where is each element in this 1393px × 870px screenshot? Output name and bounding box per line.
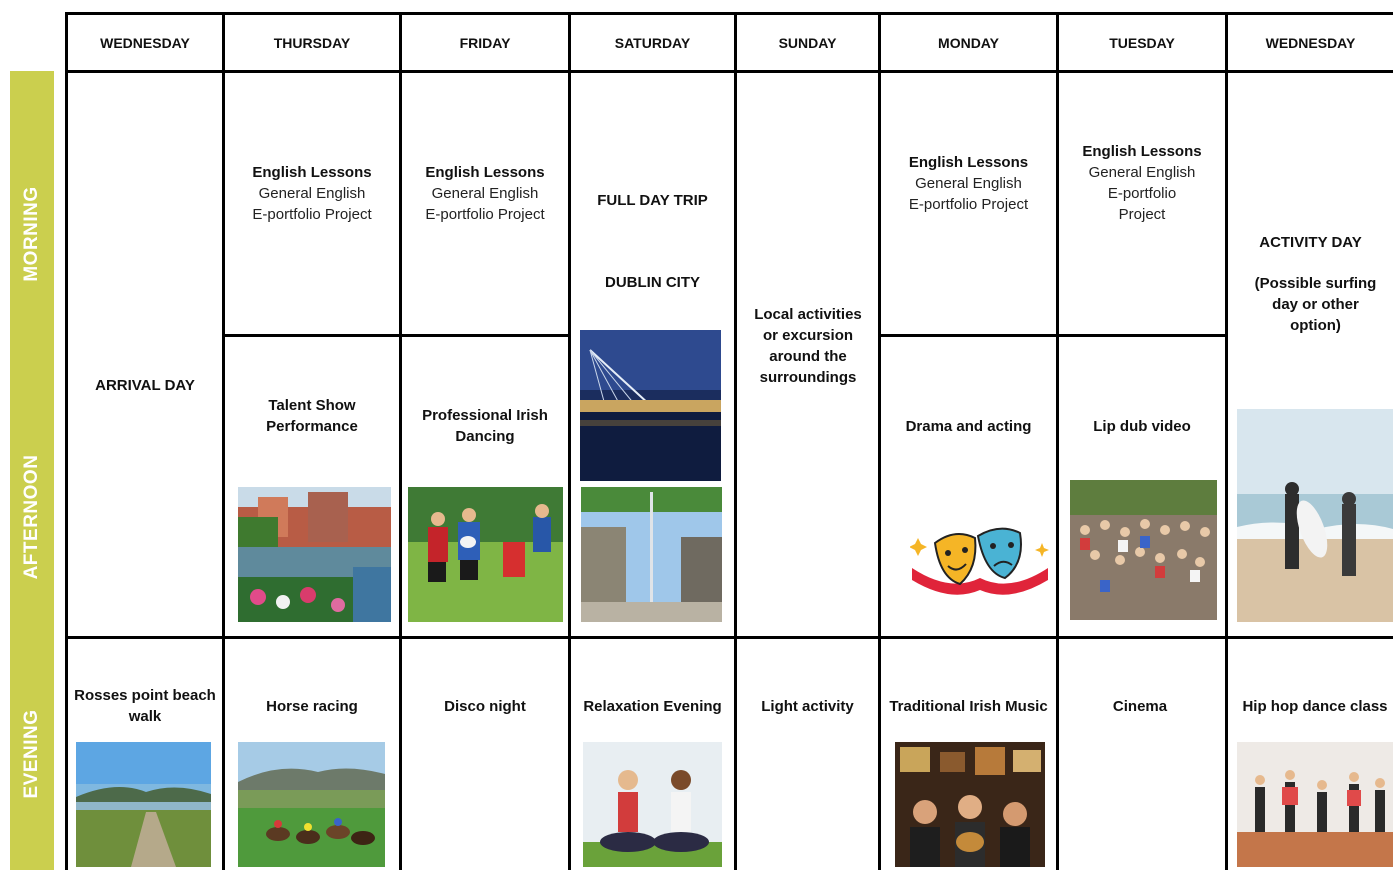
thu-lessons xyxy=(225,160,399,226)
fri-evening-text: Disco night xyxy=(444,697,526,715)
dublin-spire-photo xyxy=(581,487,722,622)
fri-afternoon-text xyxy=(410,404,560,448)
tue-lesson-line-1: General English xyxy=(1088,164,1196,181)
surfing-photo xyxy=(1237,409,1393,622)
sun-day-label: Local activities or excursion around the surroundings xyxy=(754,306,862,386)
thu-afternoon-text xyxy=(240,394,384,438)
thu-lesson-line-1: General English xyxy=(258,184,366,202)
grid-col-1 xyxy=(222,12,225,870)
drama-masks-icon xyxy=(910,518,1050,598)
tue-lesson-line-2a: E-portfolio xyxy=(1107,185,1177,202)
wed1-arrival-text: ARRIVAL DAY xyxy=(95,376,195,394)
grid-col-3 xyxy=(568,12,571,870)
mon-lesson-line-2: E-portfolio Project xyxy=(908,195,1029,213)
band-afternoon xyxy=(10,397,54,637)
tue-lesson-title: English Lessons xyxy=(1082,143,1202,160)
band-morning-label: MORNING xyxy=(21,186,42,282)
fri-lesson-title: English Lessons xyxy=(425,163,545,181)
mon-lesson-line-1: General English xyxy=(915,174,1022,192)
header-day-4: SATURDAY xyxy=(614,34,691,51)
wed2-evening-text xyxy=(1240,684,1390,728)
wed2-evening-label: Hip hop dance class xyxy=(1242,697,1388,715)
tue-evening-text: Cinema xyxy=(1112,697,1168,715)
dublin-bridge-photo xyxy=(580,330,721,481)
fri-lesson-line-1: General English xyxy=(431,184,539,202)
sat-evening-label: Relaxation Evening xyxy=(583,697,722,715)
header-day-1: WEDNESDAY xyxy=(100,34,190,51)
sat-city-text: DUBLIN CITY xyxy=(605,273,700,291)
header-day-2: THURSDAY xyxy=(273,34,351,51)
lip-dub-crowd-photo xyxy=(1070,480,1217,620)
grid-col-4 xyxy=(734,12,737,870)
yoga-relaxation-photo xyxy=(583,742,722,867)
tue-lesson-line-2b: Project xyxy=(1118,206,1166,223)
header-day-3: FRIDAY xyxy=(459,34,511,51)
header-day-8: WEDNESDAY xyxy=(1265,34,1356,51)
grid-col-2 xyxy=(399,12,402,870)
wed2-option-label: (Possible surfing day or other option) xyxy=(1254,274,1377,334)
thu-evening-text: Horse racing xyxy=(266,697,358,715)
band-evening xyxy=(10,637,54,870)
grid-line-mon-tue-mid xyxy=(878,334,1226,337)
mon-afternoon-text: Drama and acting xyxy=(905,417,1032,435)
fri-lessons xyxy=(402,160,568,226)
rugby-kids-photo xyxy=(408,487,563,622)
tue-afternoon-text: Lip dub video xyxy=(1093,417,1191,435)
irish-music-photo xyxy=(895,742,1045,867)
wed1-evening-text xyxy=(72,684,218,728)
header-day-5: SUNDAY xyxy=(778,34,837,51)
beach-walk-photo xyxy=(76,742,211,867)
thu-afternoon-label: Talent Show Performance xyxy=(266,397,358,435)
wed2-activity-text: ACTIVITY DAY xyxy=(1259,233,1362,251)
band-morning xyxy=(10,71,54,397)
sun-evening-text: Light activity xyxy=(761,697,854,715)
sat-trip-text: FULL DAY TRIP xyxy=(597,191,708,209)
town-river-photo xyxy=(238,487,391,622)
band-afternoon-label: AFTERNOON xyxy=(21,454,42,580)
tue-lessons xyxy=(1059,140,1225,226)
header-day-6: MONDAY xyxy=(938,34,999,51)
grid-col-7 xyxy=(1225,12,1228,870)
wed2-option-text xyxy=(1248,272,1383,336)
band-evening-label: EVENING xyxy=(21,708,42,799)
sat-evening-text xyxy=(571,684,734,728)
grid-col-5 xyxy=(878,12,881,870)
grid-col-0 xyxy=(65,12,68,870)
grid-line-evening xyxy=(66,636,1393,639)
thu-lesson-line-2: E-portfolio Project xyxy=(252,205,372,223)
wed1-evening-label: Rosses point beach walk xyxy=(74,687,216,725)
mon-lesson-title: English Lessons xyxy=(908,153,1029,171)
grid-line-thu-fri-mid xyxy=(222,334,569,337)
horse-racing-photo xyxy=(238,742,385,867)
mon-evening-text xyxy=(881,684,1056,728)
header-day-7: TUESDAY xyxy=(1109,34,1175,51)
thu-lesson-title: English Lessons xyxy=(252,163,372,181)
fri-afternoon-label: Professional Irish Dancing xyxy=(422,407,548,445)
sun-day-text xyxy=(752,292,864,400)
hiphop-dance-photo xyxy=(1237,742,1393,867)
fri-lesson-line-2: E-portfolio Project xyxy=(425,205,545,223)
mon-lessons xyxy=(881,150,1056,216)
mon-evening-label: Traditional Irish Music xyxy=(889,697,1048,715)
